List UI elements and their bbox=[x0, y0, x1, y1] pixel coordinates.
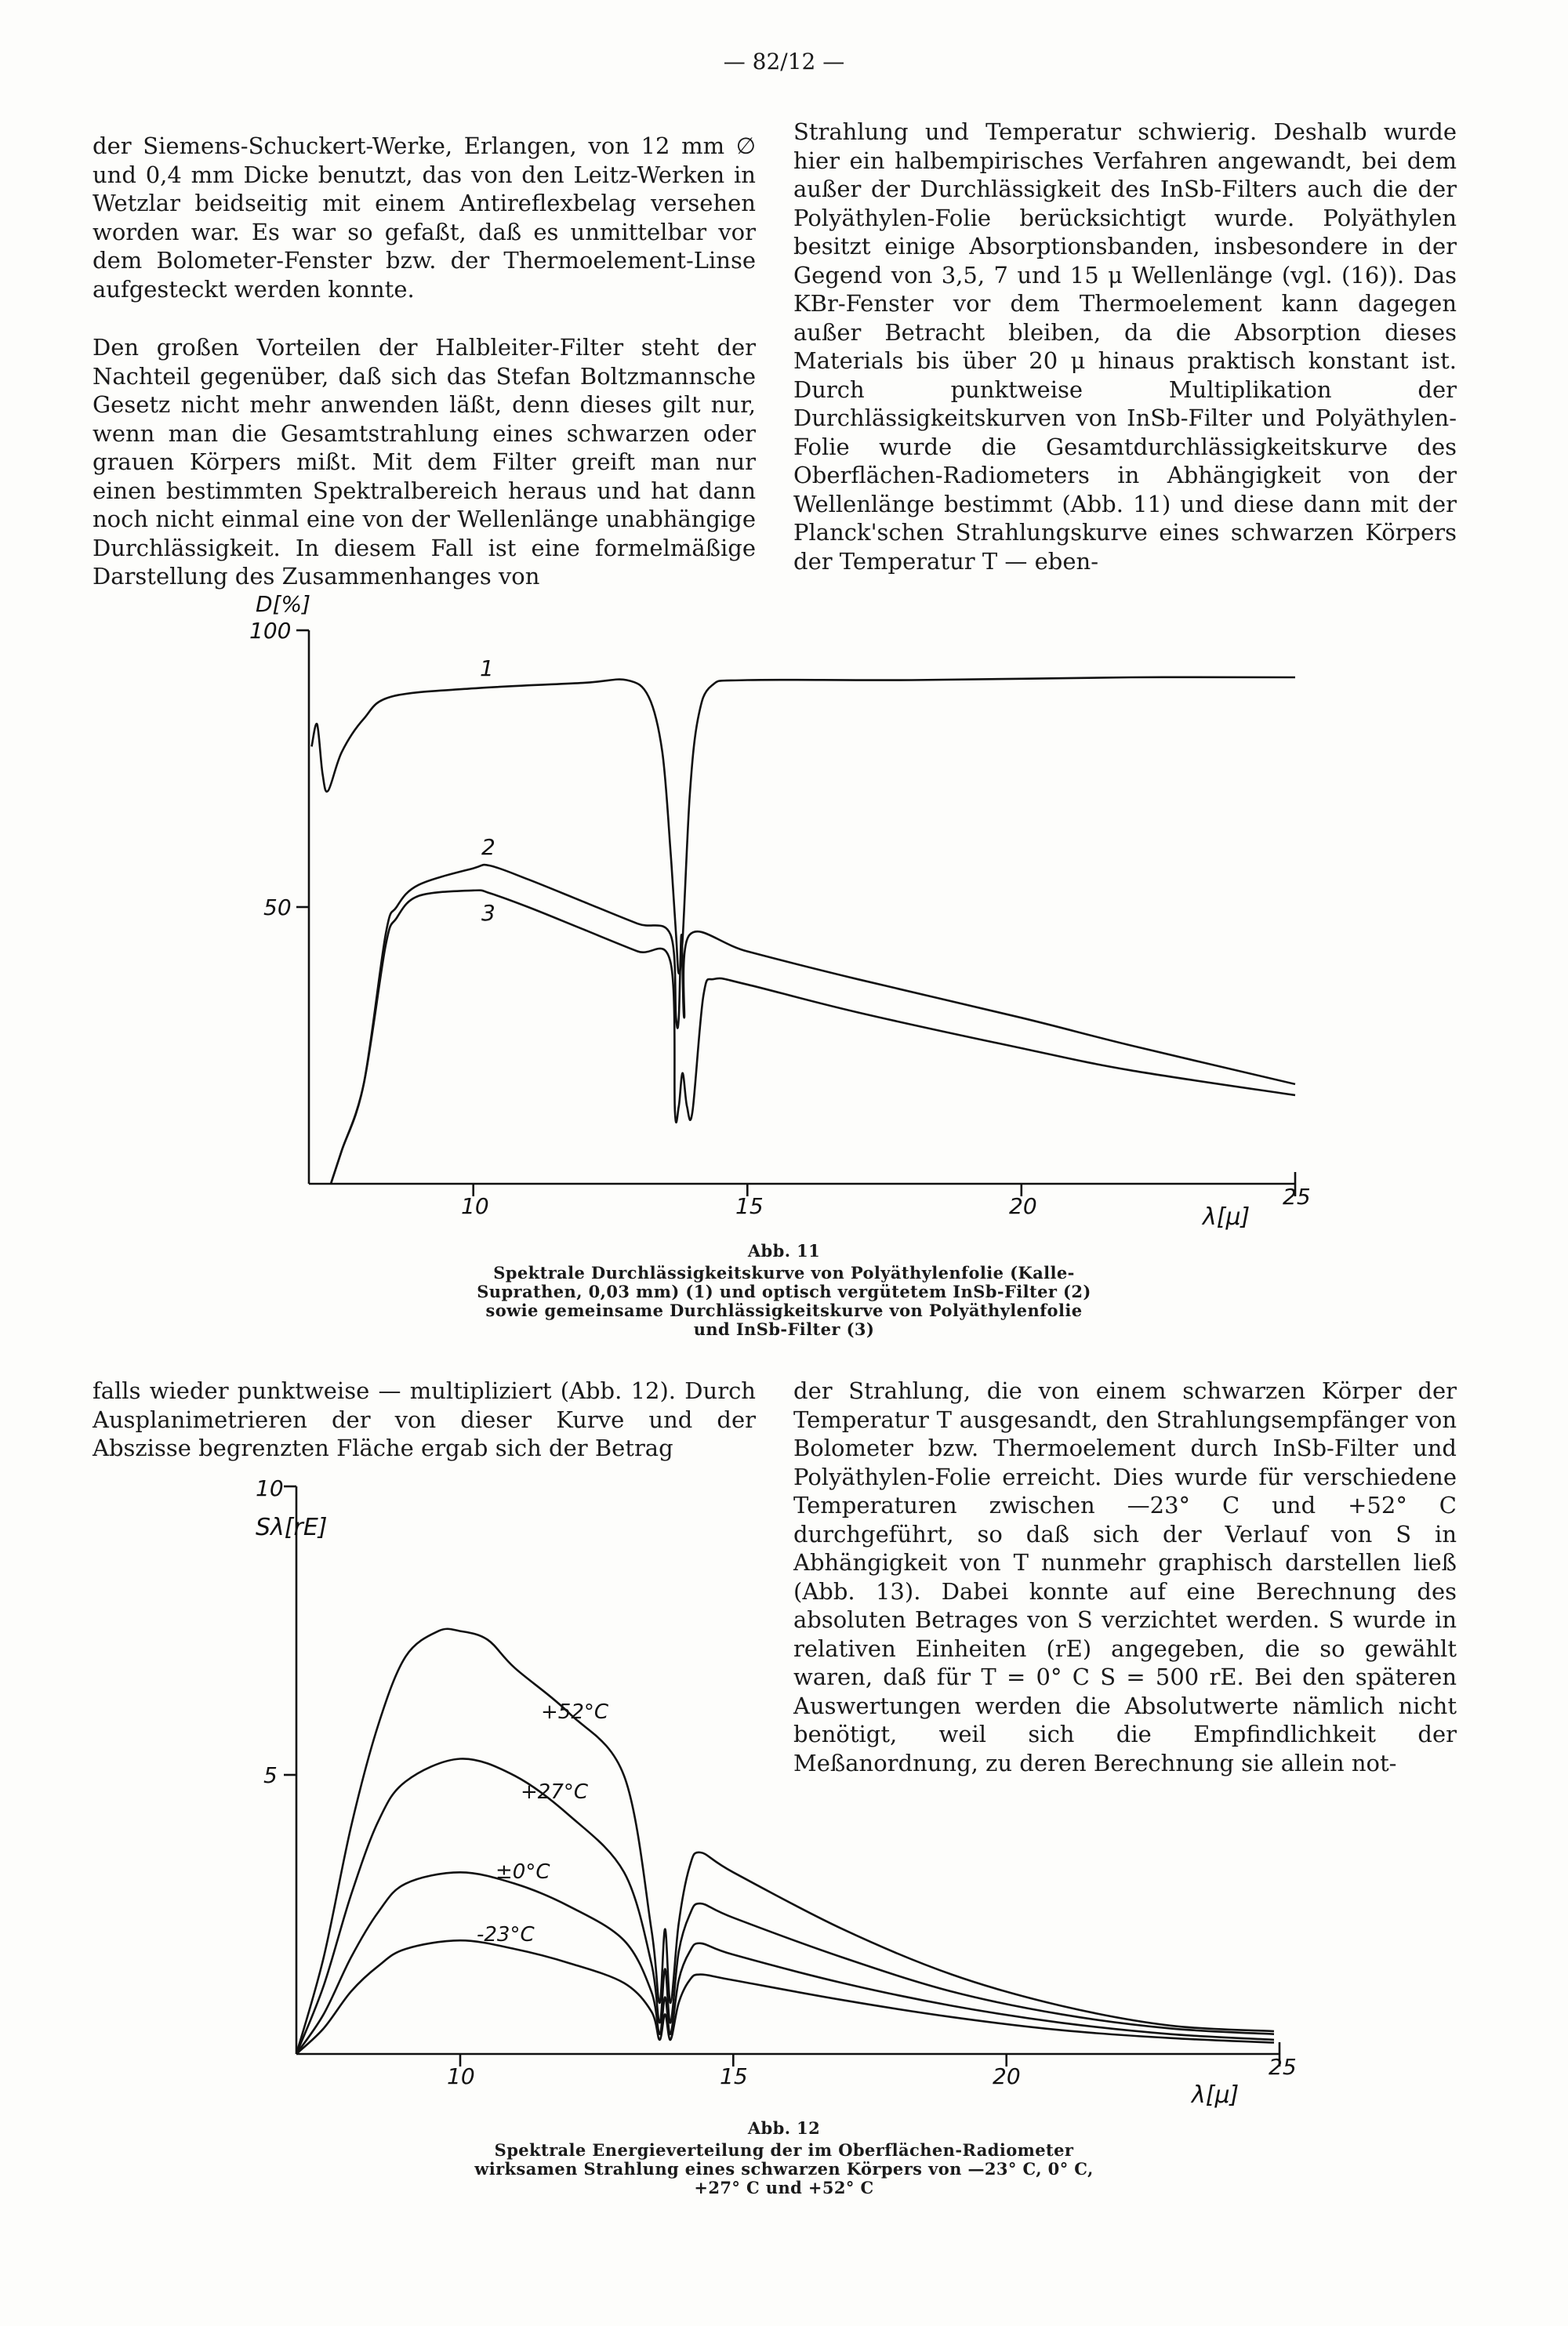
y-tick-label-50: 50 bbox=[263, 894, 292, 920]
series-line-abb11-2 bbox=[331, 865, 1295, 1184]
figure-12-chart bbox=[0, 1474, 1568, 2132]
series-line-abb11-1 bbox=[312, 677, 1296, 974]
page-number: — 82/12 — bbox=[723, 49, 845, 74]
caption-line: wirksamen Strahlung eines schwarzen Körpers von —23° C, 0° C, bbox=[474, 2159, 1094, 2179]
caption-line: und InSb-Filter (3) bbox=[693, 1319, 875, 1339]
text-top-left bbox=[93, 132, 756, 591]
caption-line: +27° C und +52° C bbox=[694, 2178, 874, 2197]
y-tick-label-5: 5 bbox=[263, 1762, 278, 1788]
paragraph: der Strahlung, die von einem schwarzen Körper der Temperatur T ausgesandt, den Strahlungsempfänger von Bolometer bzw. Thermoelement durch InSb-Filter und Polyäthylen-Folie erreicht. Dies wurde für verschiedene Temperaturen zwischen —23° C und +52° C durchgeführt, so daß sich der Verlauf von S in Abhängigkeit von T nunmehr graphisch darstellen ließ (Abb. 13). Dabei konnte auf eine Berechnung des absoluten Betrages von S verzichtet werden. S wurde in relativen Einheiten (rE) angegeben, die so gewählt waren, daß für T = 0° C S = 500 rE. Bei den späteren Auswertungen werden die Absolutwerte nämlich nicht benötigt, weil sich die Empfindlichkeit der Meßanordnung, zu deren Berechnung sie allein not- bbox=[793, 1377, 1457, 1776]
text-top-right bbox=[793, 118, 1457, 575]
x-tick-label-15: 15 bbox=[720, 2063, 748, 2089]
series-label-plus27: +27°C bbox=[521, 1780, 589, 1804]
series-label-1: 1 bbox=[480, 655, 494, 681]
text-middle-left bbox=[93, 1377, 756, 1463]
x-axis-label: λ[μ] bbox=[1192, 2081, 1240, 2109]
caption-title: Abb. 11 bbox=[747, 1241, 821, 1261]
x-tick-label-15: 15 bbox=[735, 1193, 764, 1219]
x-tick-label-25: 25 bbox=[1269, 2054, 1297, 2080]
series-label-zero: ±0°C bbox=[495, 1860, 550, 1884]
series-label-2: 2 bbox=[481, 834, 495, 860]
x-tick-label-10: 10 bbox=[447, 2063, 475, 2089]
y-tick-label-10: 10 bbox=[256, 1475, 284, 1501]
figure-12-caption bbox=[408, 2119, 1160, 2197]
y-axis-label: Sλ[rE] bbox=[256, 1514, 328, 1541]
caption-line: Spektrale Durchlässigkeitskurve von Polyäthylenfolie (Kalle- bbox=[493, 1263, 1075, 1283]
caption-line: Spektrale Energieverteilung der im Oberflächen-Radiometer bbox=[494, 2140, 1074, 2160]
series-label-minus23: -23°C bbox=[477, 1923, 535, 1947]
x-tick-label-25: 25 bbox=[1283, 1184, 1311, 1210]
series-line-abb11-3 bbox=[331, 891, 1295, 1184]
paragraph: falls wieder punktweise — multipliziert (Abb. 12). Durch Ausplanimetrieren der von dieser Kurve und der Abszisse begrenzten Fläche ergab sich der Betrag bbox=[93, 1377, 756, 1461]
paragraph: Den großen Vorteilen der Halbleiter-Filter steht der Nachteil gegenüber, daß sich das Stefan Boltzmannsche Gesetz nicht mehr anwenden läßt, denn dieses gilt nur, wenn man die Gesamtstrahlung eines schwarzen oder grauen Körpers mißt. Mit dem Filter greift man nur einen bestimmten Spektralbereich heraus und hat dann noch nicht einmal eine von der Wellenlänge unabhängige Durchlässigkeit. In diesem Fall ist eine formelmäßige Darstellung des Zusammenhanges von bbox=[93, 334, 756, 590]
figure-11-caption bbox=[376, 1242, 1192, 1339]
y-tick-label-100: 100 bbox=[249, 618, 292, 644]
x-axis-label: λ[μ] bbox=[1203, 1203, 1250, 1231]
series-line-abb12-4 bbox=[296, 1940, 1274, 2054]
series-line-abb12-2 bbox=[296, 1758, 1274, 2054]
series-label-plus52: +52°C bbox=[541, 1700, 609, 1724]
x-tick-label-20: 20 bbox=[1009, 1193, 1037, 1219]
x-tick-label-10: 10 bbox=[461, 1193, 489, 1219]
x-tick-label-20: 20 bbox=[993, 2063, 1021, 2089]
figure-11-chart bbox=[0, 580, 1568, 1246]
paragraph: Strahlung und Temperatur schwierig. Deshalb wurde hier ein halbempirisches Verfahren angewandt, bei dem außer der Durchlässigkeit des InSb-Filters auch die der Polyäthylen-Folie berücksichtigt wurde. Polyäthylen besitzt einige Absorptionsbanden, insbesondere in der Gegend von 3,5, 7 und 15 μ Wellenlänge (vgl. (16)). Das KBr-Fenster vor dem Thermoelement kann dagegen außer Betracht bleiben, da die Absorption dieses Materials bis über 20 μ hinaus praktisch konstant ist. Durch punktweise Multiplikation der Durchlässigkeitskurven von InSb-Filter und Polyäthylen-Folie wurde die Gesamtdurchlässigkeitskurve des Oberflächen-Radiometers in Abhängigkeit von der Wellenlänge bestimmt (Abb. 11) und diese dann mit der Planck'schen Strahlungskurve eines schwarzen Körpers der Temperatur T — eben- bbox=[793, 118, 1457, 575]
caption-title: Abb. 12 bbox=[747, 2118, 821, 2138]
series-label-3: 3 bbox=[481, 900, 495, 926]
paragraph: der Siemens-Schuckert-Werke, Erlangen, von 12 mm ∅ und 0,4 mm Dicke benutzt, das von den Leitz-Werken in Wetzlar beidseitig mit einem Antireflexbelag versehen worden war. Es war so gefaßt, daß es unmittelbar vor dem Bolometer-Fenster bzw. der Thermoelement-Linse aufgesteckt werden konnte. bbox=[93, 132, 756, 303]
caption-line: sowie gemeinsame Durchlässigkeitskurve von Polyäthylenfolie bbox=[485, 1301, 1083, 1320]
y-axis-label: D[%] bbox=[256, 591, 311, 617]
caption-line: Suprathen, 0,03 mm) (1) und optisch vergütetem InSb-Filter (2) bbox=[477, 1282, 1091, 1301]
